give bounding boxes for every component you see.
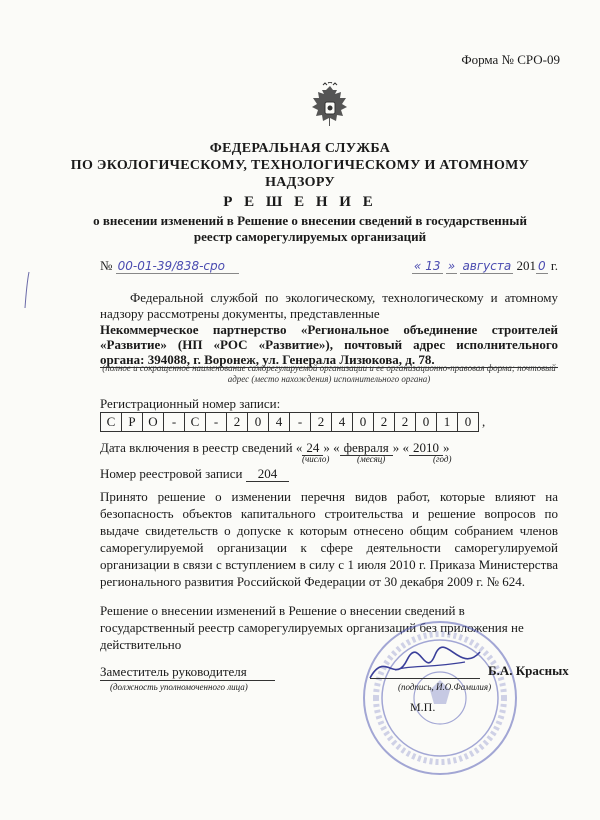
stamp-label: М.П. <box>410 700 436 714</box>
record-number <box>100 466 289 482</box>
registration-char-5: - <box>205 412 227 432</box>
margin-pen-mark-icon <box>22 270 32 310</box>
registration-char-8: 4 <box>268 412 290 432</box>
subtitle-line-2: реестр саморегулируемых организаций <box>193 229 427 244</box>
registration-trailing-comma: , <box>482 414 486 429</box>
registration-char-16: 1 <box>436 412 458 432</box>
caption-day: (число) <box>302 454 330 464</box>
record-number-label: Номер реестровой записи <box>100 466 243 481</box>
signer-name: Б.А. Красных <box>488 663 569 678</box>
registration-char-11: 4 <box>331 412 353 432</box>
inclusion-month: февраля <box>340 440 393 456</box>
registration-char-12: 0 <box>352 412 374 432</box>
number-prefix: № <box>100 258 113 273</box>
decision-title: Р Е Ш Е Н И Е <box>223 194 377 210</box>
registration-char-7: 0 <box>247 412 269 432</box>
registration-char-4: С <box>184 412 206 432</box>
registration-char-10: 2 <box>310 412 332 432</box>
registration-char-3: - <box>163 412 185 432</box>
registration-char-17: 0 <box>457 412 479 432</box>
registration-label: Регистрационный номер записи: <box>100 396 281 411</box>
caption-month: (месяц) <box>357 454 386 464</box>
validity-note: Решение о внесении изменений в Решение о внесении сведений в государственный реестр саморегулируемых организаций без приложения не действительно <box>100 603 524 652</box>
signer-position: Заместитель руководителя <box>100 664 275 681</box>
organization-caption: (полное и сокращенное наименование саморегулируемой организации и ее организационно-правовая форма; почтовый адрес (место нахождения) исполнительного органа) <box>102 363 556 384</box>
agency-line-3: НАДЗОРУ <box>265 175 335 190</box>
date-close-quote: » <box>447 259 456 273</box>
registration-char-1: Р <box>121 412 143 432</box>
date-day: 13 <box>425 259 441 273</box>
document-date <box>412 258 558 274</box>
decision-body: Принято решение о изменении перечня видов работ, которые влияют на безопасность объектов капитального строительства и решение вопросов по выдаче свидетельств о допуске к которым отнесено общим собранием членов саморегулируемой организации к сфере деятельности саморегулируемой организации в связи с вступлением в силу с 1 июля 2010 г. Приказа Министерства регионального развития Российской Федерации от 30 декабря 2009 г. № 624. <box>100 489 558 589</box>
caption-year: (год) <box>433 454 452 464</box>
subtitle-line-1: о внесении изменений в Решение о внесении сведений в государственный <box>93 213 527 228</box>
registration-char-0: С <box>100 412 122 432</box>
inclusion-day: 24 <box>302 440 323 456</box>
number-value: 00-01-39/838-сро <box>116 259 239 274</box>
signature-line <box>370 678 480 679</box>
signature-caption: (подпись, И.О.Фамилия) <box>398 682 492 692</box>
date-suffix: г. <box>550 258 558 273</box>
agency-name <box>0 140 600 191</box>
organization-name: Некоммерческое партнерство «Региональное объединение строителей «Развитие» (НП «РОС «Развитие»), почтовый адрес исполнительного органа: 394088, г. Воронеж, ул. Генерала Лизюкова, д. 78. <box>100 322 558 367</box>
inclusion-date: Дата включения в реестр сведений « 24 » « февраля » « 2010 » <box>100 440 450 455</box>
intro-paragraph: Федеральной службой по экологическому, технологическому и атомному надзору рассмотрены документы, представленные <box>100 290 558 321</box>
agency-line-1: ФЕДЕРАЛЬНАЯ СЛУЖБА <box>209 141 391 156</box>
registration-char-13: 2 <box>373 412 395 432</box>
document-number <box>100 258 239 274</box>
registration-char-6: 2 <box>226 412 248 432</box>
form-number: Форма № СРО-09 <box>461 52 560 67</box>
registration-char-2: О <box>142 412 164 432</box>
inclusion-year: 2010 <box>409 440 443 456</box>
registration-char-9: - <box>289 412 311 432</box>
registration-char-15: 0 <box>415 412 437 432</box>
record-number-value: 204 <box>246 466 290 482</box>
inclusion-label: Дата включения в реестр сведений <box>100 440 293 455</box>
signer-position-caption: (должность уполномоченного лица) <box>110 682 248 692</box>
date-month: августа <box>462 259 512 273</box>
coat-of-arms-icon <box>305 82 355 134</box>
agency-line-2: ПО ЭКОЛОГИЧЕСКОМУ, ТЕХНОЛОГИЧЕСКОМУ И АТОМНОМУ <box>70 158 530 173</box>
decision-subtitle <box>90 213 530 245</box>
date-year-suffix: 0 <box>537 259 546 273</box>
registration-number <box>100 412 485 432</box>
date-year-prefix: 201 <box>516 258 536 273</box>
date-open-quote: « <box>413 259 422 273</box>
registration-char-14: 2 <box>394 412 416 432</box>
